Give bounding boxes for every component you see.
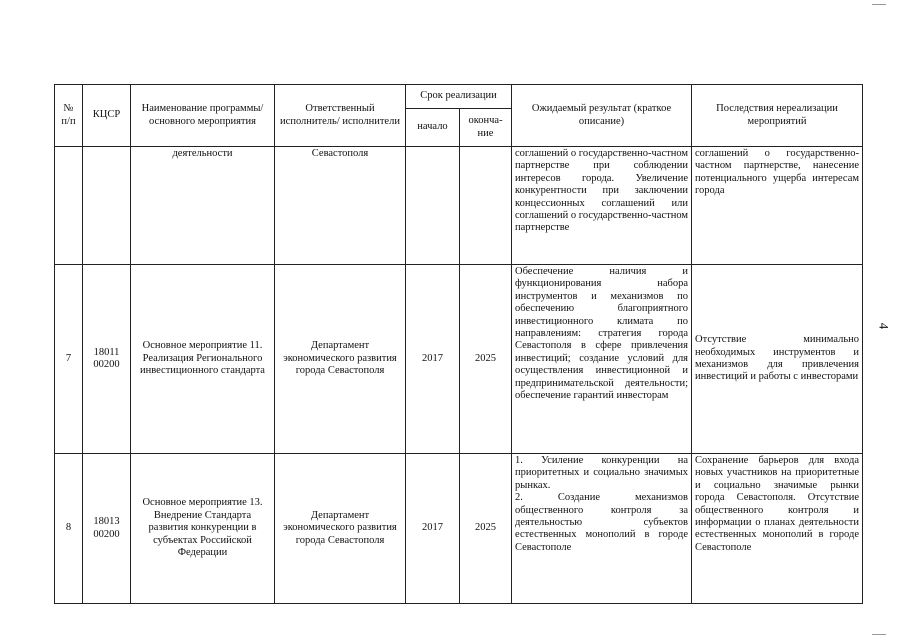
header-kcsr: КЦСР: [83, 85, 131, 147]
page-number: 4: [876, 322, 892, 330]
table-row: [55, 147, 863, 265]
table-row: [55, 265, 863, 454]
table-row: [55, 454, 863, 604]
cell-consequences: Сохранение барьеров для входа новых участников на приоритетные и социально значимые рынки города Севастополя. Отсутствие общественного контроля и информации о планах деятельности естественных монополий в городе Севастополе: [692, 454, 863, 604]
cell-end: [460, 147, 512, 265]
cell-executor: Департамент экономического развития города Севастополя: [275, 454, 406, 604]
cell-start: [406, 147, 460, 265]
corner-mark-bottom: [872, 634, 886, 635]
cell-num: 8: [55, 454, 83, 604]
header-consequences: Последствия нереализации мероприятий: [692, 85, 863, 147]
cell-name: Основное мероприятие 11. Реализация Регионального инвестиционного стандарта: [131, 265, 275, 454]
cell-result: 1. Усиление конкуренции на приоритетных и социально значимых рынках. 2. Создание механизмов общественного контроля за деятельностью субъектов естественных монополий в городе Севастополе: [512, 454, 692, 604]
corner-mark-top: [872, 4, 886, 5]
header-end: оконча- ние: [460, 109, 512, 147]
cell-name: деятельности: [131, 147, 275, 265]
cell-executor: Департамент экономического развития города Севастополя: [275, 265, 406, 454]
cell-kcsr: 18013 00200: [83, 454, 131, 604]
header-result: Ожидаемый результат (краткое описание): [512, 85, 692, 147]
cell-kcsr: [83, 147, 131, 265]
header-num: № п/п: [55, 85, 83, 147]
program-activities-table: [54, 84, 863, 604]
cell-consequences: Отсутствие минимально необходимых инструментов и механизмов для привлечения инвестиций и работы с инвесторами: [692, 265, 863, 454]
cell-kcsr: 18011 00200: [83, 265, 131, 454]
cell-end: 2025: [460, 265, 512, 454]
header-name: Наименование программы/основного мероприятия: [131, 85, 275, 147]
cell-result: соглашений о государственно-частном партнерстве при соблюдении интересов города. Увеличение конкурентности при заключении концессионных соглашений или соглашений о государственно-частном партнерстве: [512, 147, 692, 265]
header-start: начало: [406, 109, 460, 147]
cell-end: 2025: [460, 454, 512, 604]
cell-result: Обеспечение наличия и функционирования набора инструментов и механизмов по обеспечению благоприятного инвестиционного климата по направлениям: стратегия города Севастополя в сфере привлечения инвестиций; создание условий для осуществления инвестиционной и предпринимательской деятельности; обеспечение гарантий инвесторам: [512, 265, 692, 454]
cell-num: [55, 147, 83, 265]
cell-consequences: соглашений о государственно-частном партнерстве, нанесение потенциального ущерба интересам города: [692, 147, 863, 265]
cell-name: Основное мероприятие 13. Внедрение Стандарта развития конкуренции в субъектах Российской Федерации: [131, 454, 275, 604]
cell-start: 2017: [406, 454, 460, 604]
header-executor: Ответственный исполнитель/ исполнители: [275, 85, 406, 147]
header-period: Срок реализации: [406, 85, 512, 109]
cell-start: 2017: [406, 265, 460, 454]
cell-num: 7: [55, 265, 83, 454]
cell-executor: Севастополя: [275, 147, 406, 265]
